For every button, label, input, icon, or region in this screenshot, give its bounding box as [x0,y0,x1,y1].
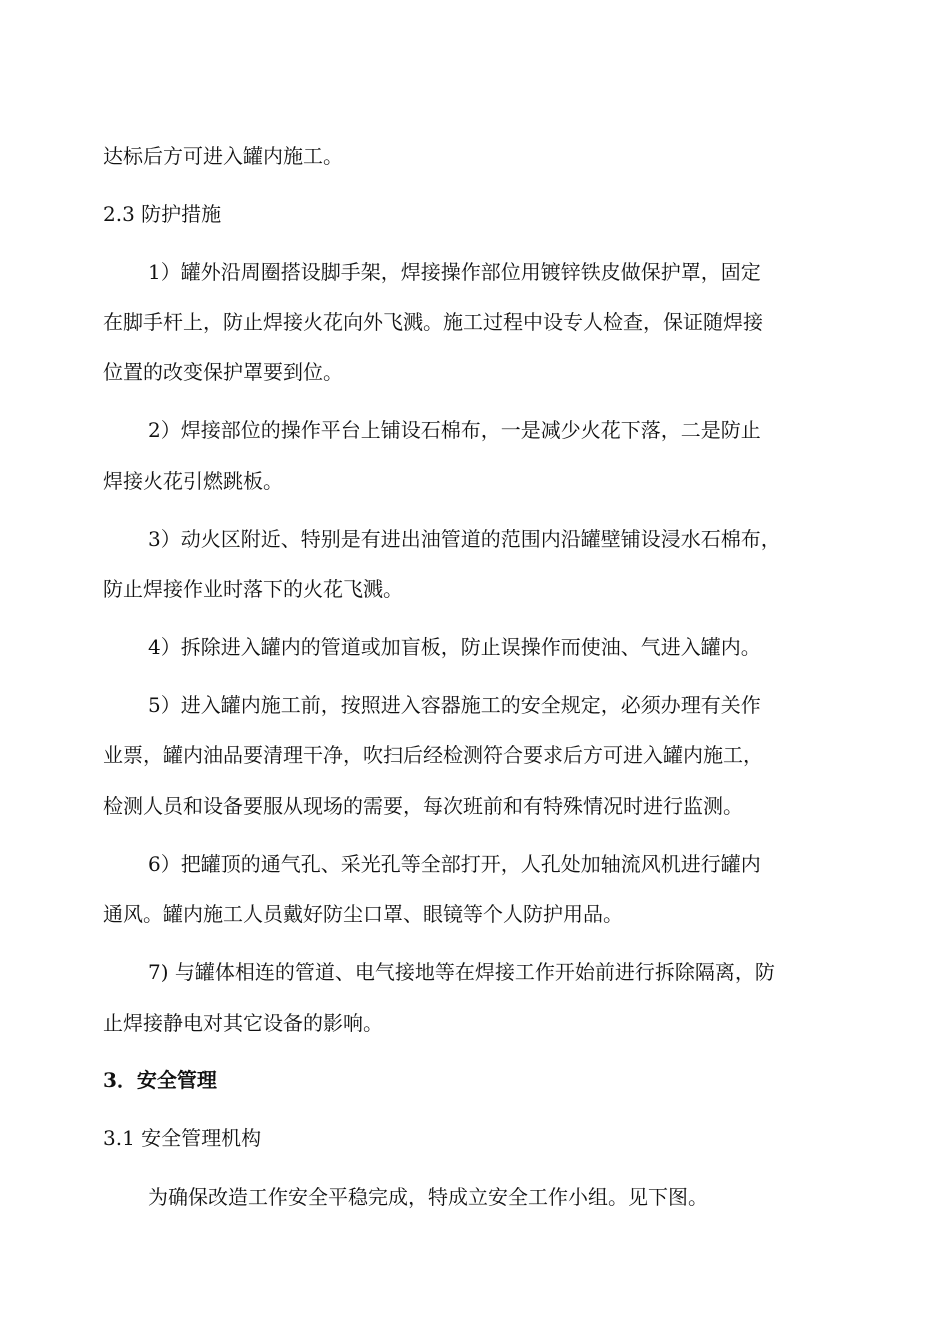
paragraph-line: 位置的改变保护罩要到位。 [103,360,343,384]
paragraph-line: 6）把罐顶的通气孔、采光孔等全部打开，人孔处加轴流风机进行罐内 [148,852,761,876]
paragraph-line: 在脚手杆上，防止焊接火花向外飞溅。施工过程中设专人检查，保证随焊接 [103,310,763,334]
paragraph-line: 业票，罐内油品要清理干净，吹扫后经检测符合要求后方可进入罐内施工， [103,743,763,767]
paragraph-line: 2）焊接部位的操作平台上铺设石棉布，一是减少火花下落，二是防止 [148,418,761,442]
paragraph-line: 3）动火区附近、特别是有进出油管道的范围内沿罐壁铺设浸水石棉布， [148,527,781,551]
section-heading-2-3: 2.3 防护措施 [103,202,222,226]
paragraph-line: 为确保改造工作安全平稳完成，特成立安全工作小组。见下图。 [148,1185,708,1209]
paragraph-line: 7) 与罐体相连的管道、电气接地等在焊接工作开始前进行拆除隔离，防 [148,960,775,984]
section-heading-3-1: 3.1 安全管理机构 [103,1126,262,1150]
paragraph-line: 检测人员和设备要服从现场的需要，每次班前和有特殊情况时进行监测。 [103,794,743,818]
paragraph-line: 1）罐外沿周圈搭设脚手架，焊接操作部位用镀锌铁皮做保护罩，固定 [148,260,761,284]
paragraph-line: 焊接火花引燃跳板。 [103,469,283,493]
section-heading-3: 3．安全管理 [103,1068,217,1092]
paragraph-line: 达标后方可进入罐内施工。 [103,144,343,168]
paragraph-line: 通风。罐内施工人员戴好防尘口罩、眼镜等个人防护用品。 [103,902,623,926]
paragraph-line: 防止焊接作业时落下的火花飞溅。 [103,577,403,601]
paragraph-line: 5）进入罐内施工前，按照进入容器施工的安全规定，必须办理有关作 [148,693,761,717]
paragraph-line: 4）拆除进入罐内的管道或加盲板，防止误操作而使油、气进入罐内。 [148,635,761,659]
paragraph-line: 止焊接静电对其它设备的影响。 [103,1011,383,1035]
